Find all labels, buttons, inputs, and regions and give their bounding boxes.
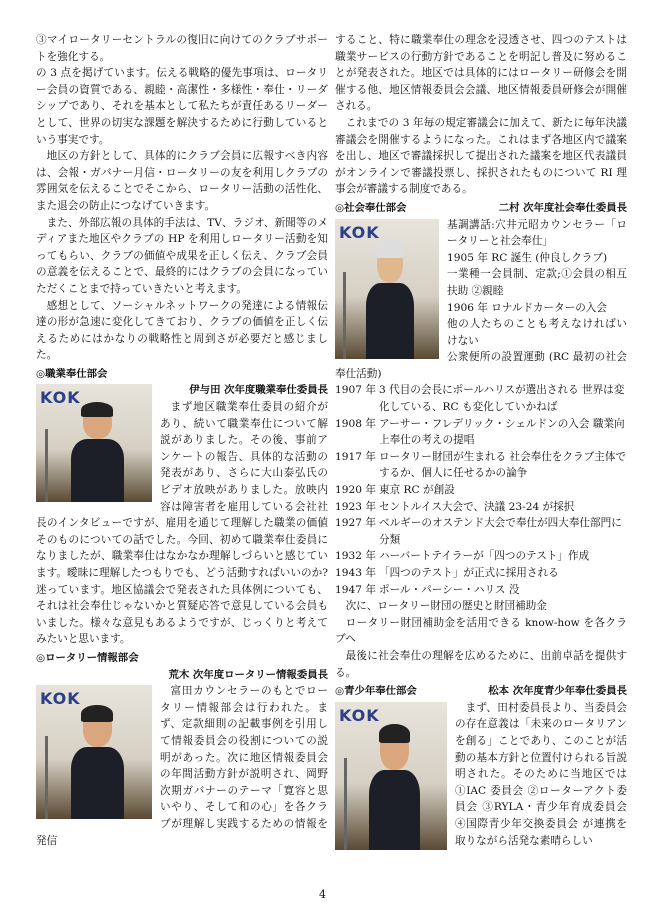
history-row: 1907 年 3 代目の会長にポールハリスが選出される 世界は変化している、RC も変化していかねば: [335, 384, 625, 414]
paragraph: すること、特に職業奉仕の理念を浸透させ、四つのテストは職業サービスの行動方針であることを明記し普及に努めることが発表された。地区では具体的にはロータリー研修会を開催する他、地区情報委員会会議、地区情報委員研修会が開催される。: [335, 34, 627, 113]
history-row: 1927 年 ベルギーのオステンド大会で奉仕が四大奉仕部門に分類: [335, 517, 622, 546]
section-body: 富田カウンセラーのもとでロータリー情報部会は行われた。まず、定款細則の記載事例を引用して情報委員会の役割についての説明があった。次に地区情報委員会の年間活動方針が説明され、岡野次期ガバナーのテーマ「寛容と思いやり、そして和の心」を各クラブが理解し実践するための情報を発信: [36, 685, 328, 847]
banner-text: KOK: [339, 705, 380, 725]
paragraph: 次に、ロータリー財団の歴史と財団補助金: [345, 600, 547, 613]
paragraph: 地区の方針として、具体的にクラブ会員に広報すべき内容は、会報・ガバナー月信・ロータリーの友を利用しクラブの雰囲気を伝えることでそこから、ロータリー活動の活性化、また退会の防止につなげていきます。: [36, 150, 328, 212]
history-1905: 1905 年 RC 誕生 (仲良しクラブ): [447, 251, 608, 264]
history-1906-detail: 他の人たちのことも考えなければいけない: [447, 318, 627, 347]
history-row: 1923 年 セントルイス大会で、決議 23-24 が採択: [335, 500, 575, 513]
history-1905-detail: 一業種一会員制、定款;①会員の相互扶助 ②親睦: [447, 268, 627, 297]
history-row: 1917 年 ロータリー財団が生まれる 社会奉仕をクラブ主体でするか、個人に任せるかの論争: [335, 450, 627, 480]
committee-chair-name: 荒木 次年度ロータリー情報委員長: [168, 668, 328, 681]
speaker-photo: [335, 702, 447, 850]
right-column: [335, 32, 627, 852]
section-heading-vocational: ◎職業奉仕部会: [36, 367, 108, 380]
history-1906: 1906 年 ロナルドカーターの入会: [447, 301, 607, 314]
banner-text: KOK: [40, 689, 81, 709]
history-row: 1947 年 ポール・パーシー・ハリス 没: [335, 583, 520, 596]
section-heading-youth: ◎青少年奉仕部会 松本 次年度青少年奉仕委員長: [335, 685, 627, 698]
section-body: まず地区職業奉仕委員の紹介があり、続いて職業奉仕について解説がありました。その後、事前アンケートの報告、具体的な活動の発表があり、さらに大山泰弘氏のビデオ放映がありました。放映内容は障害者を雇用している会社社長のインタビューですが、雇用を通じて理解した職業の価値そのものについての話でした。今回、初めて職業奉仕委員になりましたが、職業奉仕はなかなか理解しづらいと感じています。曖昧に理解したつもりでも、どう活動すればいいのか?迷っています。地区協議会で発表された具体例についても、それは社会奉仕じゃないかと質疑応答で意見している会員もいました。様々な意見もあるようですが、じっくりと考えてみたいと思います。: [36, 401, 328, 646]
paragraph: 感想として、ソーシャルネットワークの発達による情報伝達の形が急速に変化してきており、クラブの価値を正しく伝えるためにはかなりの戦略性と周到さが必要だと感じました。: [36, 299, 328, 362]
speaker-photo: [335, 219, 439, 359]
banner-text: KOK: [339, 222, 380, 242]
history-row: 1943 年 「四つのテスト」が正式に採用される: [335, 567, 559, 579]
paragraph: 最後に社会奉仕の理解を広めるために、出前卓話を提供する。: [335, 649, 627, 679]
paragraph: の 3 点を掲げています。伝える戦略的優先事項は、ロータリー会員の資質である、親睦・高潔性・多様性・奉仕・リーダシップであり、それを基本として私たちが責任あるリーダーとして、世界の切実な課題を解決するために行動しているという事実です。: [36, 67, 328, 146]
section-heading-information: ◎ロータリー情報部会: [36, 651, 139, 664]
paragraph: ③マイロータリーセントラルの復旧に向けてのクラブサポートを強化する。: [36, 34, 328, 63]
paragraph: これまでの 3 年毎の規定審議会に加えて、新たに毎年決議審議会を開催するようになった。これはまず各地区内で議案を出し、地区で審議採択して提出された議案を地区代表議員がオンラインで審議投票し、採択されたものについて RI 理事会が審議する制度である。: [335, 116, 627, 196]
history-1906-detail: 公衆便所の設置運動 (RC 最初の社会奉仕活動): [335, 351, 627, 380]
section-heading-community: ◎社会奉仕部会 二村 次年度社会奉仕委員長: [335, 201, 627, 214]
committee-chair-name: 伊与田 次年度職業奉仕委員長: [189, 384, 328, 397]
left-column: [36, 32, 328, 849]
banner-text: KOK: [40, 388, 81, 408]
history-row: 1920 年 東京 RC が創設: [335, 484, 455, 497]
history-list: [335, 382, 627, 598]
page-number: 4: [319, 888, 326, 901]
section-body: まず、田村委員長より、当委員会の存在意義は「未来のロータリアンを創る」ことであり、このことが活動の基本方針と位置付けられる旨説明された。そのために当地区では ①IAC 委員会 ②ローターアクト委員会 ③RYLA・青少年育成委員会 ④国際青少年交換委員会 が連携を取りながら活発な素晴らしい: [455, 701, 627, 847]
speaker-photo: [36, 384, 152, 502]
history-row: 1932 年 ハーバートテイラーが「四つのテスト」作成: [335, 550, 590, 563]
history-row: 1908 年 アーサー・フレデリック・シェルドンの入会 職業向上奉仕の考えの提唱: [335, 417, 625, 447]
lecture-intro: 基調講話:穴井元昭カウンセラー「ロータリーと社会奉仕」: [447, 218, 627, 248]
paragraph: また、外部広報の具体的手法は、TV、ラジオ、新聞等のメディアまた地区やクラブの HP を利用しロータリー活動を知ってもらい、クラブの価値や成果を正しく伝え、クラブ会員の意義を伝えることで、最終的にはクラブの会員になっていただくことまで持っていきたいと考えます。: [36, 216, 328, 295]
speaker-photo: [36, 685, 152, 819]
paragraph: ロータリー財団補助金を活用できる know-how を各クラブへ: [335, 616, 627, 646]
